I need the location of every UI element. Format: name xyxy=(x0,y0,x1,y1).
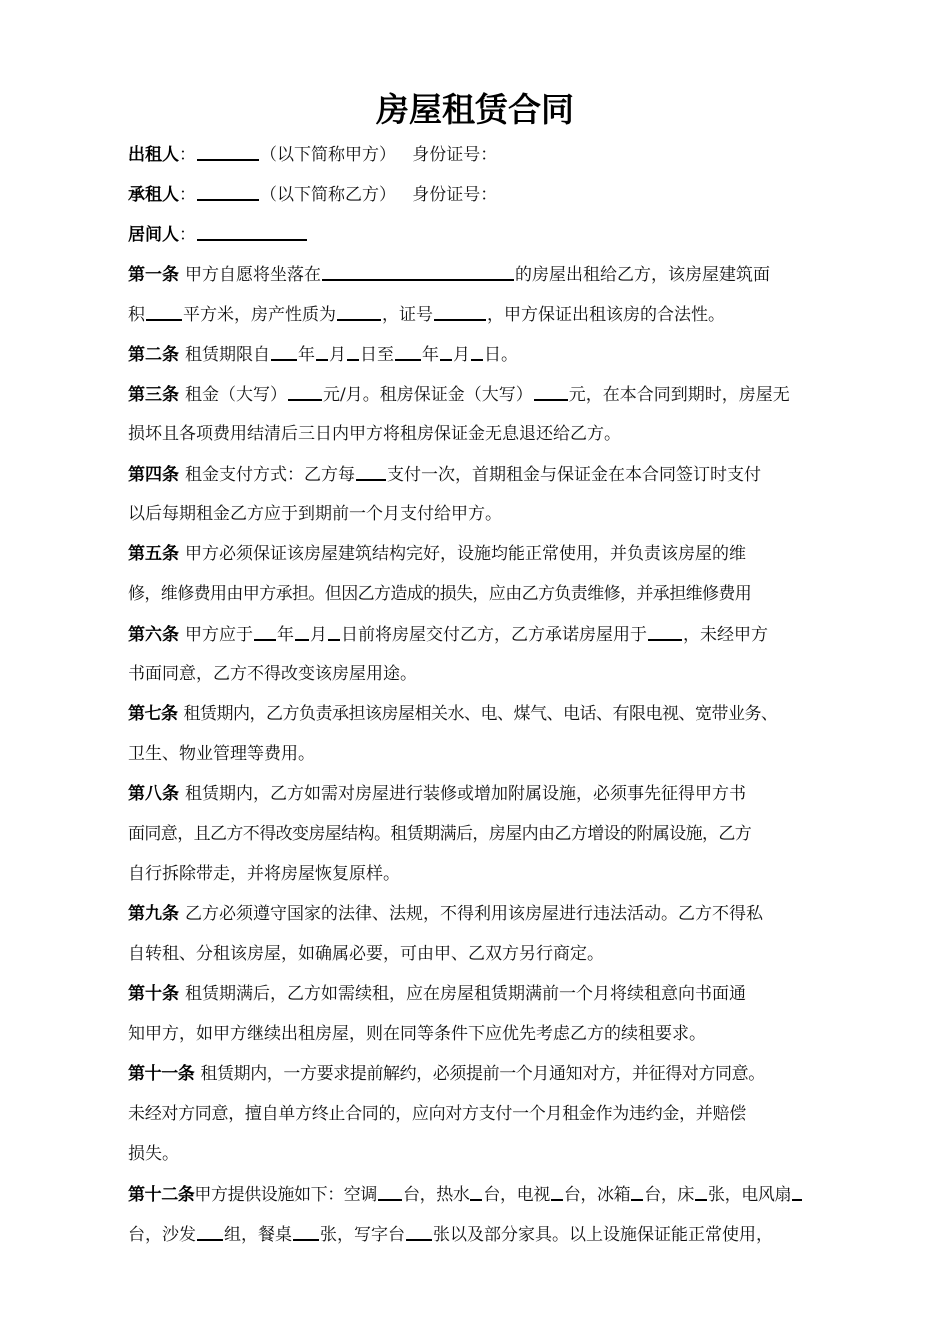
article-5-text: 修，维修费用由甲方承担。但因乙方造成的损失，应由乙方负责维修，并承担维修费用 xyxy=(128,584,752,604)
article-11-line-2 xyxy=(128,1102,843,1126)
article-11-label: 第十一条 xyxy=(128,1064,195,1084)
bed-count-blank[interactable] xyxy=(695,1182,707,1201)
article-9-label: 第九条 xyxy=(128,904,179,924)
article-9-line-2 xyxy=(128,942,843,966)
article-12-text: 张，电风扇 xyxy=(708,1185,792,1205)
article-1-label: 第一条 xyxy=(128,265,179,285)
tv-count-blank[interactable] xyxy=(551,1182,563,1201)
article-8-text: 自行拆除带走，并将房屋恢复原样。 xyxy=(128,864,400,884)
article-11-text: 未经对方同意，擅自单方终止合同的，应向对方支付一个月租金作为违约金，并赔偿 xyxy=(128,1104,746,1124)
article-4-text: 支付一次，首期租金与保证金在本合同签订时支付 xyxy=(387,465,761,485)
water-heater-count-blank[interactable] xyxy=(470,1182,482,1201)
start-day-blank[interactable] xyxy=(347,342,359,361)
end-month-blank[interactable] xyxy=(440,342,452,361)
certificate-number-blank[interactable] xyxy=(434,302,486,321)
article-7-label: 第七条 xyxy=(128,704,178,724)
property-nature-blank[interactable] xyxy=(337,302,381,321)
article-5-line-2 xyxy=(128,582,843,606)
article-12-line-1 xyxy=(128,1182,843,1207)
end-year-blank[interactable] xyxy=(395,342,421,361)
article-3-line-2 xyxy=(128,422,843,446)
broker-colon: ： xyxy=(179,225,196,245)
article-12-text: 台，电视 xyxy=(483,1185,550,1205)
article-1-text: 的房屋出租给乙方，该房屋建筑面 xyxy=(515,265,770,285)
article-12-line-2 xyxy=(128,1222,843,1247)
article-8-label: 第八条 xyxy=(128,784,179,804)
article-12-text: 台，热水 xyxy=(403,1185,470,1205)
start-year-blank[interactable] xyxy=(271,342,297,361)
article-1-text: ，证号 xyxy=(382,305,433,325)
party-a-line xyxy=(128,142,843,167)
article-4-label: 第四条 xyxy=(128,465,179,485)
article-2-text: 租赁期限自 xyxy=(185,345,270,365)
article-12-text: 台，沙发 xyxy=(128,1225,196,1245)
usage-purpose-blank[interactable] xyxy=(648,622,682,641)
broker-line xyxy=(128,222,843,247)
article-1-line-1 xyxy=(128,262,843,287)
article-2-text: 日。 xyxy=(484,345,518,365)
article-4-text: 以后每期租金乙方应于到期前一个月支付给甲方。 xyxy=(128,504,502,524)
article-4-line-1 xyxy=(128,462,843,487)
broker-label: 居间人 xyxy=(128,225,179,245)
article-3-text: 损坏且各项费用结清后三日内甲方将租房保证金无息退还给乙方。 xyxy=(128,424,621,444)
article-12-text: 台，床 xyxy=(644,1185,695,1205)
party-b-note: （以下简称乙方） xyxy=(260,185,396,205)
article-12-text: 张，写字台 xyxy=(320,1225,405,1245)
aircon-count-blank[interactable] xyxy=(378,1182,402,1201)
article-10-line-1 xyxy=(128,982,843,1006)
article-2-text: 月 xyxy=(329,345,346,365)
end-day-blank[interactable] xyxy=(471,342,483,361)
article-2-label: 第二条 xyxy=(128,345,179,365)
article-12-text: 甲方提供设施如下：空调 xyxy=(194,1185,378,1205)
article-8-line-1 xyxy=(128,782,843,806)
party-a-id-label: 身份证号： xyxy=(412,145,498,165)
article-1-text: ，甲方保证出租该房的合法性。 xyxy=(487,305,725,325)
property-address-blank[interactable] xyxy=(322,262,514,281)
start-month-blank[interactable] xyxy=(316,342,328,361)
article-12-text: 组，餐桌 xyxy=(224,1225,292,1245)
article-6-text: 年 xyxy=(277,625,294,645)
article-6-label: 第六条 xyxy=(128,625,179,645)
article-2-text: 年 xyxy=(298,345,315,365)
article-6-text: 月 xyxy=(310,625,327,645)
article-12-label: 第十二条 xyxy=(128,1185,195,1205)
party-a-label: 出租人 xyxy=(128,145,179,165)
article-1-line-2 xyxy=(128,302,843,327)
article-11-line-1 xyxy=(128,1062,843,1086)
article-6-text: 日前将房屋交付乙方，乙方承诺房屋用于 xyxy=(341,625,647,645)
party-a-note: （以下简称甲方） xyxy=(260,145,396,165)
handover-year-blank[interactable] xyxy=(254,622,276,641)
party-b-line xyxy=(128,182,843,207)
article-11-line-3 xyxy=(128,1142,843,1166)
article-10-text: 知甲方，如甲方继续出租房屋，则在同等条件下应优先考虑乙方的续租要求。 xyxy=(128,1024,706,1044)
article-10-label: 第十条 xyxy=(128,984,179,1004)
article-9-text: 自转租、分租该房屋，如确属必要，可由甲、乙双方另行商定。 xyxy=(128,944,604,964)
article-11-text: 租赁期内，一方要求提前解约，必须提前一个月通知对方，并征得对方同意。 xyxy=(200,1064,765,1084)
article-3-line-1 xyxy=(128,382,843,407)
desk-count-blank[interactable] xyxy=(406,1222,432,1241)
article-10-text: 租赁期满后，乙方如需续租，应在房屋租赁期满前一个月将续租意向书面通 xyxy=(185,984,746,1004)
article-6-line-2 xyxy=(128,662,843,686)
article-6-line-1 xyxy=(128,622,843,647)
article-7-text: 租赁期内，乙方负责承担该房屋相关水、电、煤气、电话、有限电视、宽带业务、 xyxy=(183,704,778,724)
party-b-label: 承租人 xyxy=(128,185,179,205)
article-5-text: 甲方必须保证该房屋建筑结构完好，设施均能正常使用，并负责该房屋的维 xyxy=(185,544,746,564)
article-1-text: 平方米，房产性质为 xyxy=(183,305,336,325)
party-a-colon: ： xyxy=(179,145,196,165)
article-9-text: 乙方必须遵守国家的法律、法规，不得利用该房屋进行违法活动。乙方不得私 xyxy=(185,904,763,924)
article-7-line-1 xyxy=(128,702,843,726)
article-2-text: 月 xyxy=(453,345,470,365)
fridge-count-blank[interactable] xyxy=(631,1182,643,1201)
article-8-text: 面同意，且乙方不得改变房屋结构。租赁期满后，房屋内由乙方增设的附属设施，乙方 xyxy=(128,824,752,844)
article-9-line-1 xyxy=(128,902,843,926)
article-3-text: 租金（大写） xyxy=(185,385,287,405)
article-2-text: 年 xyxy=(422,345,439,365)
party-b-id-label: 身份证号： xyxy=(412,185,498,205)
article-11-text: 损失。 xyxy=(128,1144,179,1164)
area-blank[interactable] xyxy=(146,302,182,321)
party-a-name-blank[interactable] xyxy=(197,142,259,161)
article-6-text: 甲方应于 xyxy=(185,625,253,645)
article-5-label: 第五条 xyxy=(128,544,179,564)
fan-count-blank[interactable] xyxy=(792,1182,802,1201)
article-8-text: 租赁期内，乙方如需对房屋进行装修或增加附属设施，必须事先征得甲方书 xyxy=(185,784,746,804)
article-2-text: 日至 xyxy=(360,345,394,365)
document-title: 房屋租赁合同 xyxy=(376,90,574,129)
handover-month-blank[interactable] xyxy=(295,622,309,641)
deposit-amount-blank[interactable] xyxy=(534,382,568,401)
handover-day-blank[interactable] xyxy=(328,622,340,641)
article-5-line-1 xyxy=(128,542,843,566)
article-6-text: 书面同意，乙方不得改变该房屋用途。 xyxy=(128,664,417,684)
article-8-line-3 xyxy=(128,862,843,886)
party-b-colon: ： xyxy=(179,185,196,205)
article-3-label: 第三条 xyxy=(128,385,179,405)
article-2-line-1 xyxy=(128,342,843,367)
article-4-text: 租金支付方式：乙方每 xyxy=(185,465,355,485)
sofa-count-blank[interactable] xyxy=(197,1222,223,1241)
article-12-text: 台，冰箱 xyxy=(563,1185,631,1205)
article-7-line-2 xyxy=(128,742,843,766)
article-6-text: ，未经甲方 xyxy=(683,625,768,645)
party-b-name-blank[interactable] xyxy=(197,182,259,201)
payment-period-blank[interactable] xyxy=(356,462,386,481)
broker-name-blank[interactable] xyxy=(197,222,307,241)
article-8-line-2 xyxy=(128,822,843,846)
table-count-blank[interactable] xyxy=(293,1222,319,1241)
rent-amount-blank[interactable] xyxy=(288,382,322,401)
article-10-line-2 xyxy=(128,1022,843,1046)
article-1-text: 积 xyxy=(128,305,145,325)
article-7-text: 卫生、物业管理等费用。 xyxy=(128,744,315,764)
article-1-text: 甲方自愿将坐落在 xyxy=(185,265,321,285)
article-3-text: 元/月。租房保证金（大写） xyxy=(323,385,533,405)
article-3-text: 元，在本合同到期时，房屋无 xyxy=(568,385,790,405)
article-12-text: 张以及部分家具。以上设施保证能正常使用， xyxy=(433,1225,773,1245)
article-4-line-2 xyxy=(128,502,843,526)
